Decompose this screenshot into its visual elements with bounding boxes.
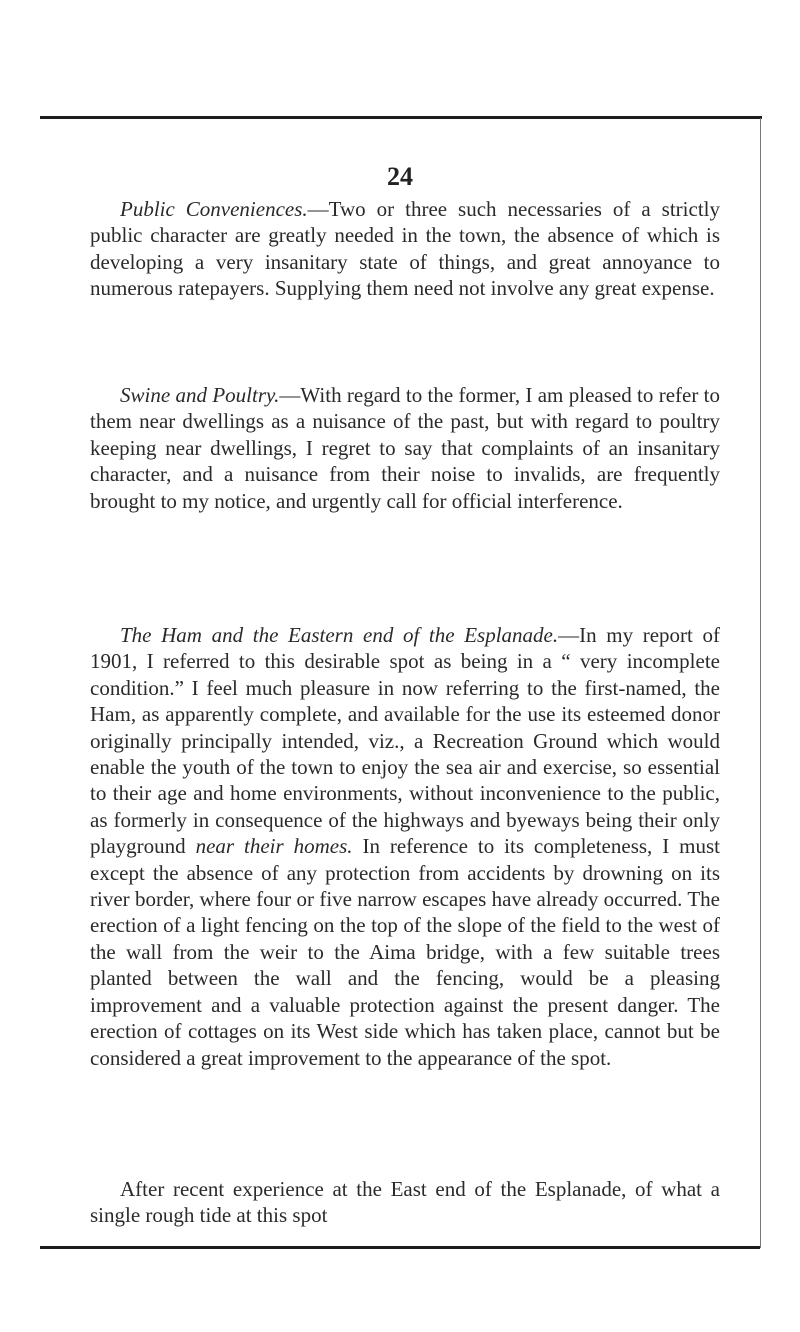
body-public-conveniences: Two or three such necessaries of a strictly public character are greatly needed in the town, the absence of which is developing a very insanitary state of things, and great annoyance to numerous ratepayers. Supplying them need not involve any great expense. [90,197,720,301]
paragraph-swine-poultry [90,382,720,514]
paragraph-after-recent-experience [90,1176,720,1229]
heading-swine-poultry: Swine and Poultry. [120,383,280,407]
right-margin-line [760,118,761,1248]
body-ham-esplanade-part2: In reference to its completeness, I must except the absence of any protection from accidents by drowning on its river border, where four or five narrow escapes have already occurred. The erection of a light fencing on the top of the slope of the field to the west of the wall from the weir to the Aima bridge, with a few suitable trees planted between the wall and the fencing, would be a pleasing improvement and a valuable protection against the present danger. The erection of cottages on its West side which has taken place, cannot but be considered a great improvement to the appearance of the spot. [90,834,720,1070]
body-ham-esplanade-part1: In my report of 1901, I referred to this desirable spot as being in a “ very incomplete condition.” I feel much pleasure in now referring to the first-named, the Ham, as apparently complete, and available for the use its esteemed donor originally principally intended, viz., a Recreation Ground which would enable the youth of the town to enjoy the sea air and exercise, so essential to their age and home environments, without inconvenience to the public, as formerly in consequence of the highways and byeways being their only playground [90,623,720,859]
page-number: 24 [387,162,413,191]
body-swine-poultry: With regard to the former, I am pleased to refer to them near dwellings as a nuisance of the past, but with regard to poultry keeping near dwellings, I regret to say that complaints of an insanitary character, and a nuisance from their noise to invalids, are frequently brought to my notice, and urgently call for official interference. [90,383,720,513]
top-border-rule [40,116,762,119]
body-after-recent-experience: After recent experience at the East end of the Esplanade, of what a single rough tide at this spot [90,1177,720,1228]
lead-in-dash: — [307,197,329,221]
lead-in-dash: — [558,623,580,647]
lead-in-dash: — [279,383,301,407]
paragraph-public-conveniences [90,196,720,302]
emphasis-near-their-homes: near their homes. [195,834,353,859]
heading-ham-esplanade: The Ham and the Eastern end of the Esplanade. [120,623,559,647]
heading-public-conveniences: Public Conveniences. [120,197,308,221]
paragraph-ham-esplanade [90,622,720,1071]
bottom-border-rule [40,1246,760,1249]
